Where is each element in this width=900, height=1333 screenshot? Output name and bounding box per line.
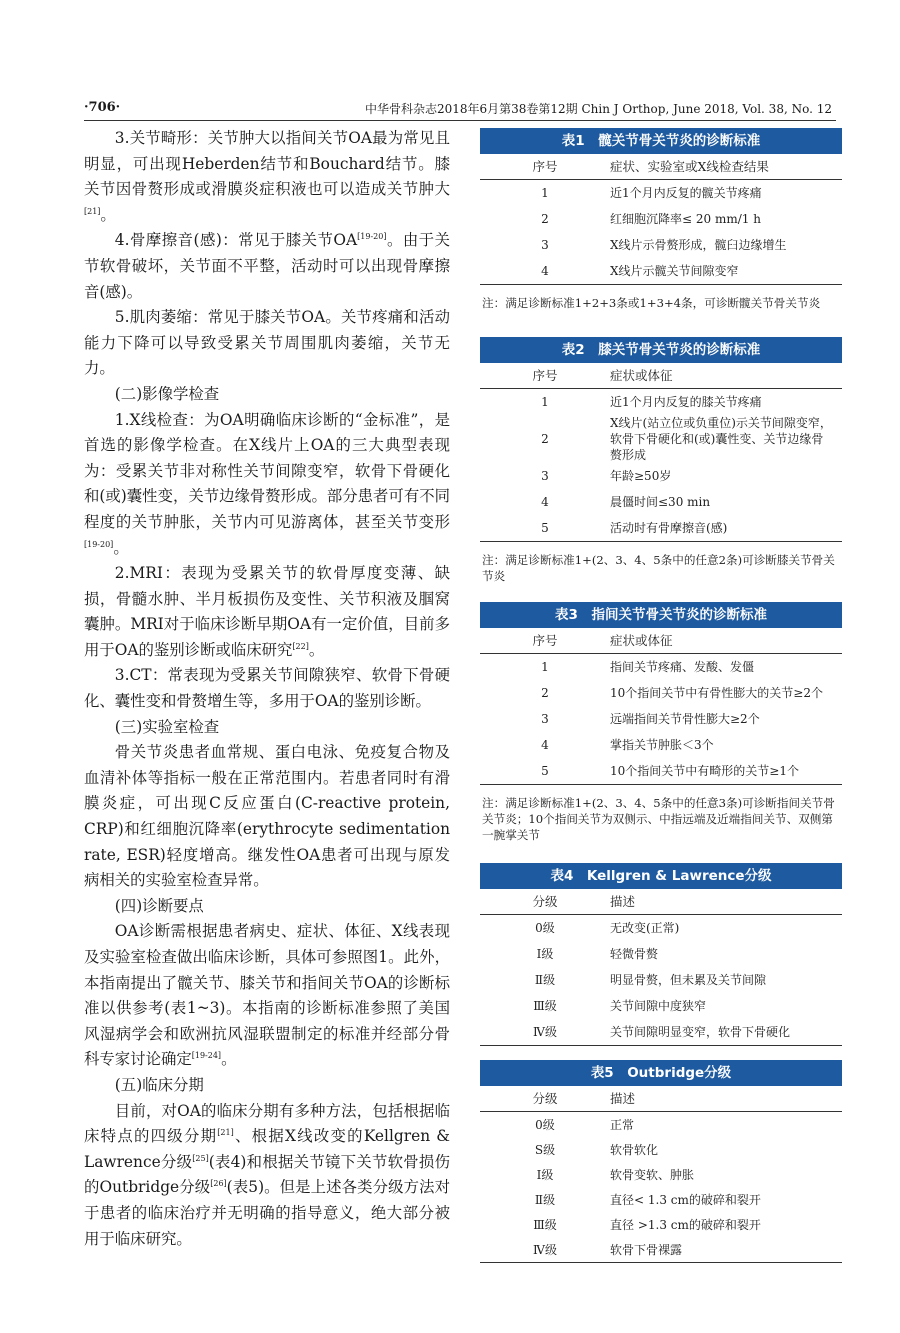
citation-ref: [19-20] [84,539,114,549]
paragraph-text: 、根据X线改变的Kellgren & Lawrence分级 [84,1127,450,1171]
table-cell: Ⅲ级 [533,999,557,1013]
table-cell: Ⅰ级 [536,947,554,961]
table-cell: 0级 [535,921,555,935]
table-header-row [480,628,842,654]
table-cell: 正常 [610,1117,635,1132]
table-body [480,1112,842,1263]
citation-ref: [21] [217,1128,234,1138]
table-cell: 活动时有骨摩擦音(感) [610,521,728,535]
table-cell: 软骨软化 [610,1142,659,1157]
table-row [480,1162,842,1187]
body-paragraph [84,715,450,741]
table-row [480,232,842,258]
table-cell: X线片(站立位或负重位)示关节间隙变窄，软骨下骨硬化和(或)囊性变、关节边缘骨赘形成 [610,416,832,462]
table-body [480,915,842,1046]
table-1 [480,128,842,311]
table-body [480,180,842,285]
table-cell: 3 [541,238,549,252]
body-paragraph [84,126,450,228]
table-5 [480,1060,842,1263]
table-cell: 年龄≥50岁 [610,469,672,483]
paragraph-text: (五)临床分期 [114,1075,204,1094]
table-2 [480,337,842,584]
tables-column [480,128,842,1277]
column-header: 症状或体征 [610,633,673,648]
table-header-row [480,1086,842,1112]
paragraph-text: (表5)。但是上述各类分级方法对于患者的临床治疗并无明确的指导意义，绝大部分被用于临床研究。 [84,1178,450,1248]
table-cell: 10个指间关节中有骨性膨大的关节≥2个 [610,686,823,700]
table-row [480,1019,842,1045]
table-cell: S级 [534,1142,556,1157]
body-paragraph [84,305,450,382]
paragraph-text: 。 [100,205,116,224]
paragraph-text: 1.X线检查：为OA明确临床诊断的“金标准”，是首选的影像学检查。在X线片上OA的三大典型表现为：受累关节非对称性关节间隙变窄，软骨下骨硬化和(或)囊性变，关节边缘骨赘形成。部分患者可有不同程度的关节肿胀，关节内可见游离体，甚至关节变形 [84,410,450,531]
table-header-row [480,363,842,389]
body-paragraph [84,740,450,894]
table-row [480,206,842,232]
table-cell: 5 [541,764,549,778]
table-row [480,758,842,784]
body-paragraph [84,1073,450,1099]
column-header: 描述 [610,894,636,909]
paragraph-text: OA诊断需根据患者病史、症状、体征、X线表现及实验室检查做出临床诊断，具体可参照图1。此外，本指南提出了髋关节、膝关节和指间关节OA的诊断标准以供参考(表1~3)。本指南的诊断标准参照了美国风湿病学会和欧洲抗风湿联盟制定的标准并经部分骨科专家讨论确定 [84,922,450,1069]
table-cell: 红细胞沉降率≤ 20 mm/1 h [610,212,761,226]
table-row [480,389,842,415]
table-cell: 4 [541,738,549,752]
paragraph-text: 3.CT：常表现为受累关节间隙狭窄、软骨下骨硬化、囊性变和骨赘增生等，多用于OA的鉴别诊断。 [84,666,450,711]
table-row [480,706,842,732]
table-cell: 直径 >1.3 cm的破碎和裂开 [610,1217,761,1232]
body-paragraph [84,894,450,920]
paragraph-text: 。 [113,538,129,557]
citation-ref: [19-24] [191,1051,222,1061]
table-cell: 0级 [535,1117,555,1132]
table-cell: 1 [541,186,549,200]
body-paragraph [84,663,450,714]
table-3 [480,602,842,843]
table-cell: 5 [541,521,549,535]
table-cell: 晨僵时间≤30 min [610,495,711,509]
table-row [480,415,842,463]
header-rule [84,120,836,121]
table-cell: Ⅲ级 [533,1217,557,1232]
table-title: 表1 髋关节骨关节炎的诊断标准 [480,128,842,154]
table-row [480,1112,842,1137]
body-text-column [84,126,450,1252]
paragraph-text: (四)诊断要点 [114,896,204,915]
column-header: 序号 [532,368,558,383]
table-cell: 4 [541,264,549,278]
table-cell: 1 [541,395,549,409]
table-body [480,389,842,542]
table-cell: X线片示骨赘形成，髋臼边缘增生 [610,238,787,252]
table-cell: 远端指间关节骨性膨大≥2个 [610,712,760,726]
table-row [480,1212,842,1237]
table-row [480,180,842,206]
paragraph-text: 2.MRI：表现为受累关节的软骨厚度变薄、缺损，骨髓水肿、半月板损伤及变性、关节积液及腘窝囊肿。MRI对于临床诊断早期OA有一定价值，目前多用于OA的鉴别诊断或临床研究 [84,564,450,659]
table-cell: 2 [541,432,549,446]
paragraph-text: 。 [308,640,325,659]
table-cell: 明显骨赘，但未累及关节间隙 [610,973,767,987]
table-note: 注：满足诊断标准1+(2、3、4、5条中的任意2条)可诊断膝关节骨关节炎 [482,553,835,583]
table-header-row [480,889,842,915]
table-cell: 关节间隙明显变窄，软骨下骨硬化 [610,1025,791,1039]
table-row [480,967,842,993]
column-header: 序号 [532,159,558,174]
table-cell: 软骨变软、肿胀 [610,1167,695,1182]
body-paragraph [84,919,450,1073]
table-row [480,732,842,758]
table-body [480,654,842,785]
column-header: 分级 [532,1091,558,1106]
page-number: ·706· [84,100,121,115]
paragraph-text: 骨关节炎患者血常规、蛋白电泳、免疫复合物及血清补体等指标一般在正常范围内。若患者同时有滑膜炎症，可出现C反应蛋白(C-reactive protein, CRP)和红细胞沉降率(erythrocyte sedimentation rate, ESR)轻度增高。继发性OA患者可出现与原发病相关的实验室检查异常。 [84,743,450,890]
body-paragraph [84,382,450,408]
table-cell: Ⅳ级 [533,1242,557,1257]
paragraph-text: 。 [221,1050,237,1069]
table-note: 注：满足诊断标准1+(2、3、4、5条中的任意3条)可诊断指间关节骨关节炎；10个指间关节为双侧示、中指远端及近端指间关节、双侧第一腕掌关节 [482,796,835,842]
citation-ref: [19-20] [357,232,387,242]
table-4 [480,863,842,1046]
body-paragraph [84,561,450,663]
table-cell: 1 [541,660,549,674]
table-row [480,1187,842,1212]
body-paragraph [84,1099,450,1253]
table-row [480,941,842,967]
table-row [480,1137,842,1162]
table-cell: 关节间隙中度狭窄 [610,999,707,1013]
body-paragraph [84,408,450,562]
table-row [480,489,842,515]
paragraph-text: 目前，对OA的临床分期有多种方法，包括根据临床特点的四级分期 [84,1101,450,1146]
table-cell: 10个指间关节中有畸形的关节≥1个 [610,764,799,778]
table-row [480,463,842,489]
journal-citation: 中华骨科杂志2018年6月第38卷第12期 Chin J Orthop, June 2018, Vol. 38, No. 12 [364,102,832,116]
table-title: 表2 膝关节骨关节炎的诊断标准 [480,337,842,363]
table-cell: Ⅱ级 [534,973,556,987]
table-cell: 3 [541,712,549,726]
table-cell: 2 [541,212,549,226]
table-header-row [480,154,842,180]
table-cell: Ⅰ级 [536,1167,554,1182]
table-row [480,680,842,706]
table-cell: 近1个月内反复的髋关节疼痛 [610,186,762,200]
table-cell: Ⅱ级 [534,1192,556,1207]
paragraph-text: (表4)和根据关节镜下关节软骨损伤的Outbridge分级 [84,1152,450,1197]
table-row [480,1237,842,1262]
table-cell: X线片示髋关节间隙变窄 [610,264,739,278]
table-cell: 软骨下骨裸露 [610,1242,683,1257]
table-cell: 3 [541,469,549,483]
paragraph-text: (二)影像学检查 [114,384,220,403]
running-header [84,98,832,120]
paragraph-text: 4.骨摩擦音(感)：常见于膝关节OA [114,231,358,250]
paragraph-text: 3.关节畸形：关节肿大以指间关节OA最为常见且明显，可出现Heberden结节和Bouchard结节。膝关节因骨赘形成或滑膜炎症积液也可以造成关节肿大 [84,129,450,199]
table-title: 表4 Kellgren & Lawrence分级 [480,863,842,889]
citation-ref: [21] [84,206,101,216]
column-header: 症状或体征 [610,368,673,383]
body-paragraph [84,228,450,305]
table-cell: 无改变(正常) [610,921,680,935]
table-cell: 轻微骨赘 [610,947,659,961]
table-cell: 掌指关节肿胀＜3个 [610,738,714,752]
table-cell: 指间关节疼痛、发酸、发僵 [610,660,755,674]
table-row [480,654,842,680]
citation-ref: [26] [210,1179,227,1189]
column-header: 症状、实验室或X线检查结果 [610,159,769,174]
table-row [480,515,842,541]
citation-ref: [22] [292,641,309,651]
table-cell: 4 [541,495,549,509]
column-header: 描述 [610,1091,636,1106]
table-cell: 近1个月内反复的膝关节疼痛 [610,395,762,409]
table-cell: Ⅳ级 [533,1025,557,1039]
table-note: 注：满足诊断标准1+2+3条或1+3+4条，可诊断髋关节骨关节炎 [482,296,821,310]
paragraph-text: 。由于关节软骨破坏，关节面不平整，活动时可以出现骨摩擦音(感)。 [84,231,450,301]
column-header: 序号 [532,633,558,648]
column-header: 分级 [532,894,558,909]
table-title: 表3 指间关节骨关节炎的诊断标准 [480,602,842,628]
table-cell: 2 [541,686,549,700]
table-cell: 直径< 1.3 cm的破碎和裂开 [610,1192,761,1207]
table-title: 表5 Outbridge分级 [480,1060,842,1086]
table-row [480,915,842,941]
citation-ref: [25] [192,1153,209,1163]
table-row [480,258,842,284]
paragraph-text: (三)实验室检查 [114,717,220,736]
table-row [480,993,842,1019]
paragraph-text: 5.肌肉萎缩：常见于膝关节OA。关节疼痛和活动能力下降可以导致受累关节周围肌肉萎缩，关节无力。 [84,308,450,378]
